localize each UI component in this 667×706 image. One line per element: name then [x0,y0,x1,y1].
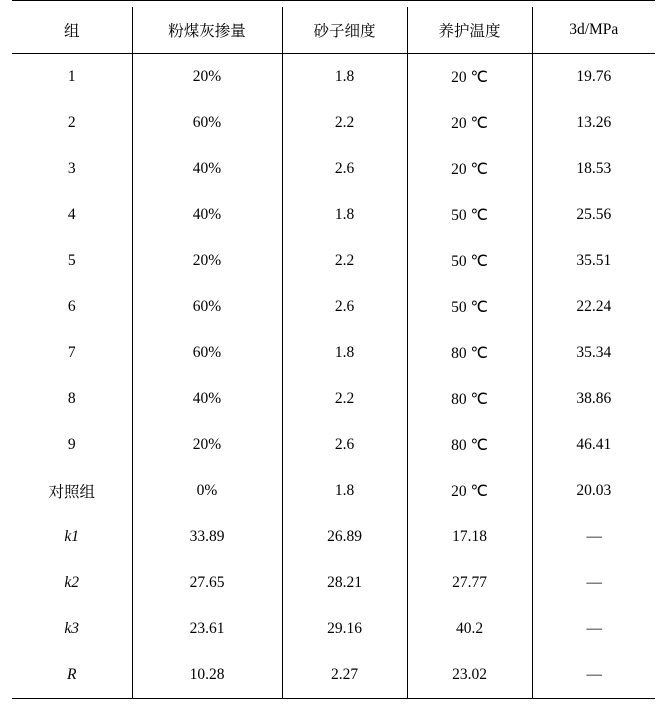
table-row [12,146,655,192]
table-row [12,468,655,514]
cell-sand-fineness: 2.6 [282,284,407,330]
cell-fly-ash: 60% [132,330,282,376]
cell-curing-temp: 80 ℃ [407,376,532,422]
cell-curing-temp: 80 ℃ [407,422,532,468]
cell-strength-3d: — [532,514,655,560]
cell-curing-temp: 23.02 [407,652,532,698]
cell-sand-fineness: 29.16 [282,606,407,652]
table-body [12,54,655,698]
column-header-strength-3d: 3d/MPa [532,7,655,53]
cell-curing-temp: 50 ℃ [407,284,532,330]
column-header-sand-fineness: 砂子细度 [282,7,407,53]
table-row [12,422,655,468]
cell-curing-temp: 27.77 [407,560,532,606]
cell-fly-ash: 40% [132,146,282,192]
table-row [12,100,655,146]
cell-fly-ash: 60% [132,284,282,330]
cell-fly-ash: 27.65 [132,560,282,606]
cell-curing-temp: 20 ℃ [407,54,532,100]
cell-group: 7 [12,330,132,376]
cell-fly-ash: 23.61 [132,606,282,652]
cell-curing-temp: 50 ℃ [407,238,532,284]
cell-fly-ash: 33.89 [132,514,282,560]
cell-fly-ash: 40% [132,376,282,422]
cell-curing-temp: 80 ℃ [407,330,532,376]
cell-curing-temp: 17.18 [407,514,532,560]
cell-sand-fineness: 1.8 [282,192,407,238]
cell-group: 9 [12,422,132,468]
experiment-results-body-table [12,54,655,698]
cell-group: 2 [12,100,132,146]
cell-fly-ash: 60% [132,100,282,146]
cell-sand-fineness: 1.8 [282,468,407,514]
cell-sand-fineness: 26.89 [282,514,407,560]
cell-strength-3d: 46.41 [532,422,655,468]
table-top-rule [12,0,655,1]
cell-fly-ash: 20% [132,54,282,100]
cell-fly-ash: 20% [132,422,282,468]
cell-curing-temp: 50 ℃ [407,192,532,238]
table-row [12,330,655,376]
cell-group: 5 [12,238,132,284]
table-row [12,192,655,238]
cell-curing-temp: 20 ℃ [407,146,532,192]
cell-group: 1 [12,54,132,100]
cell-sand-fineness: 1.8 [282,330,407,376]
cell-sand-fineness: 2.27 [282,652,407,698]
cell-sand-fineness: 2.6 [282,146,407,192]
cell-strength-3d: — [532,560,655,606]
cell-sand-fineness: 2.2 [282,376,407,422]
cell-group: 对照组 [12,468,132,514]
cell-group: R [12,652,132,698]
cell-curing-temp: 20 ℃ [407,468,532,514]
cell-group: k1 [12,514,132,560]
cell-strength-3d: 19.76 [532,54,655,100]
table-row [12,284,655,330]
table-row [12,376,655,422]
cell-group: 6 [12,284,132,330]
table-row [12,54,655,100]
column-header-fly-ash: 粉煤灰掺量 [132,7,282,53]
cell-strength-3d: 20.03 [532,468,655,514]
cell-strength-3d: 18.53 [532,146,655,192]
cell-sand-fineness: 28.21 [282,560,407,606]
experiment-results-table [12,7,655,53]
cell-group: 4 [12,192,132,238]
table-header-row [12,7,655,53]
cell-group: 3 [12,146,132,192]
table-row [12,514,655,560]
cell-strength-3d: 38.86 [532,376,655,422]
cell-sand-fineness: 1.8 [282,54,407,100]
cell-strength-3d: 13.26 [532,100,655,146]
cell-strength-3d: — [532,652,655,698]
cell-fly-ash: 20% [132,238,282,284]
cell-fly-ash: 10.28 [132,652,282,698]
cell-curing-temp: 40.2 [407,606,532,652]
table-row [12,560,655,606]
cell-sand-fineness: 2.2 [282,100,407,146]
table-bottom-rule [12,698,655,699]
cell-fly-ash: 40% [132,192,282,238]
cell-strength-3d: 35.51 [532,238,655,284]
table-row [12,652,655,698]
cell-fly-ash: 0% [132,468,282,514]
cell-sand-fineness: 2.6 [282,422,407,468]
column-header-group: 组 [12,7,132,53]
cell-strength-3d: 35.34 [532,330,655,376]
cell-sand-fineness: 2.2 [282,238,407,284]
table-row [12,606,655,652]
cell-group: k3 [12,606,132,652]
cell-group: k2 [12,560,132,606]
table-row [12,238,655,284]
cell-group: 8 [12,376,132,422]
table-header [12,7,655,53]
column-header-curing-temp: 养护温度 [407,7,532,53]
cell-strength-3d: — [532,606,655,652]
cell-strength-3d: 25.56 [532,192,655,238]
cell-curing-temp: 20 ℃ [407,100,532,146]
cell-strength-3d: 22.24 [532,284,655,330]
